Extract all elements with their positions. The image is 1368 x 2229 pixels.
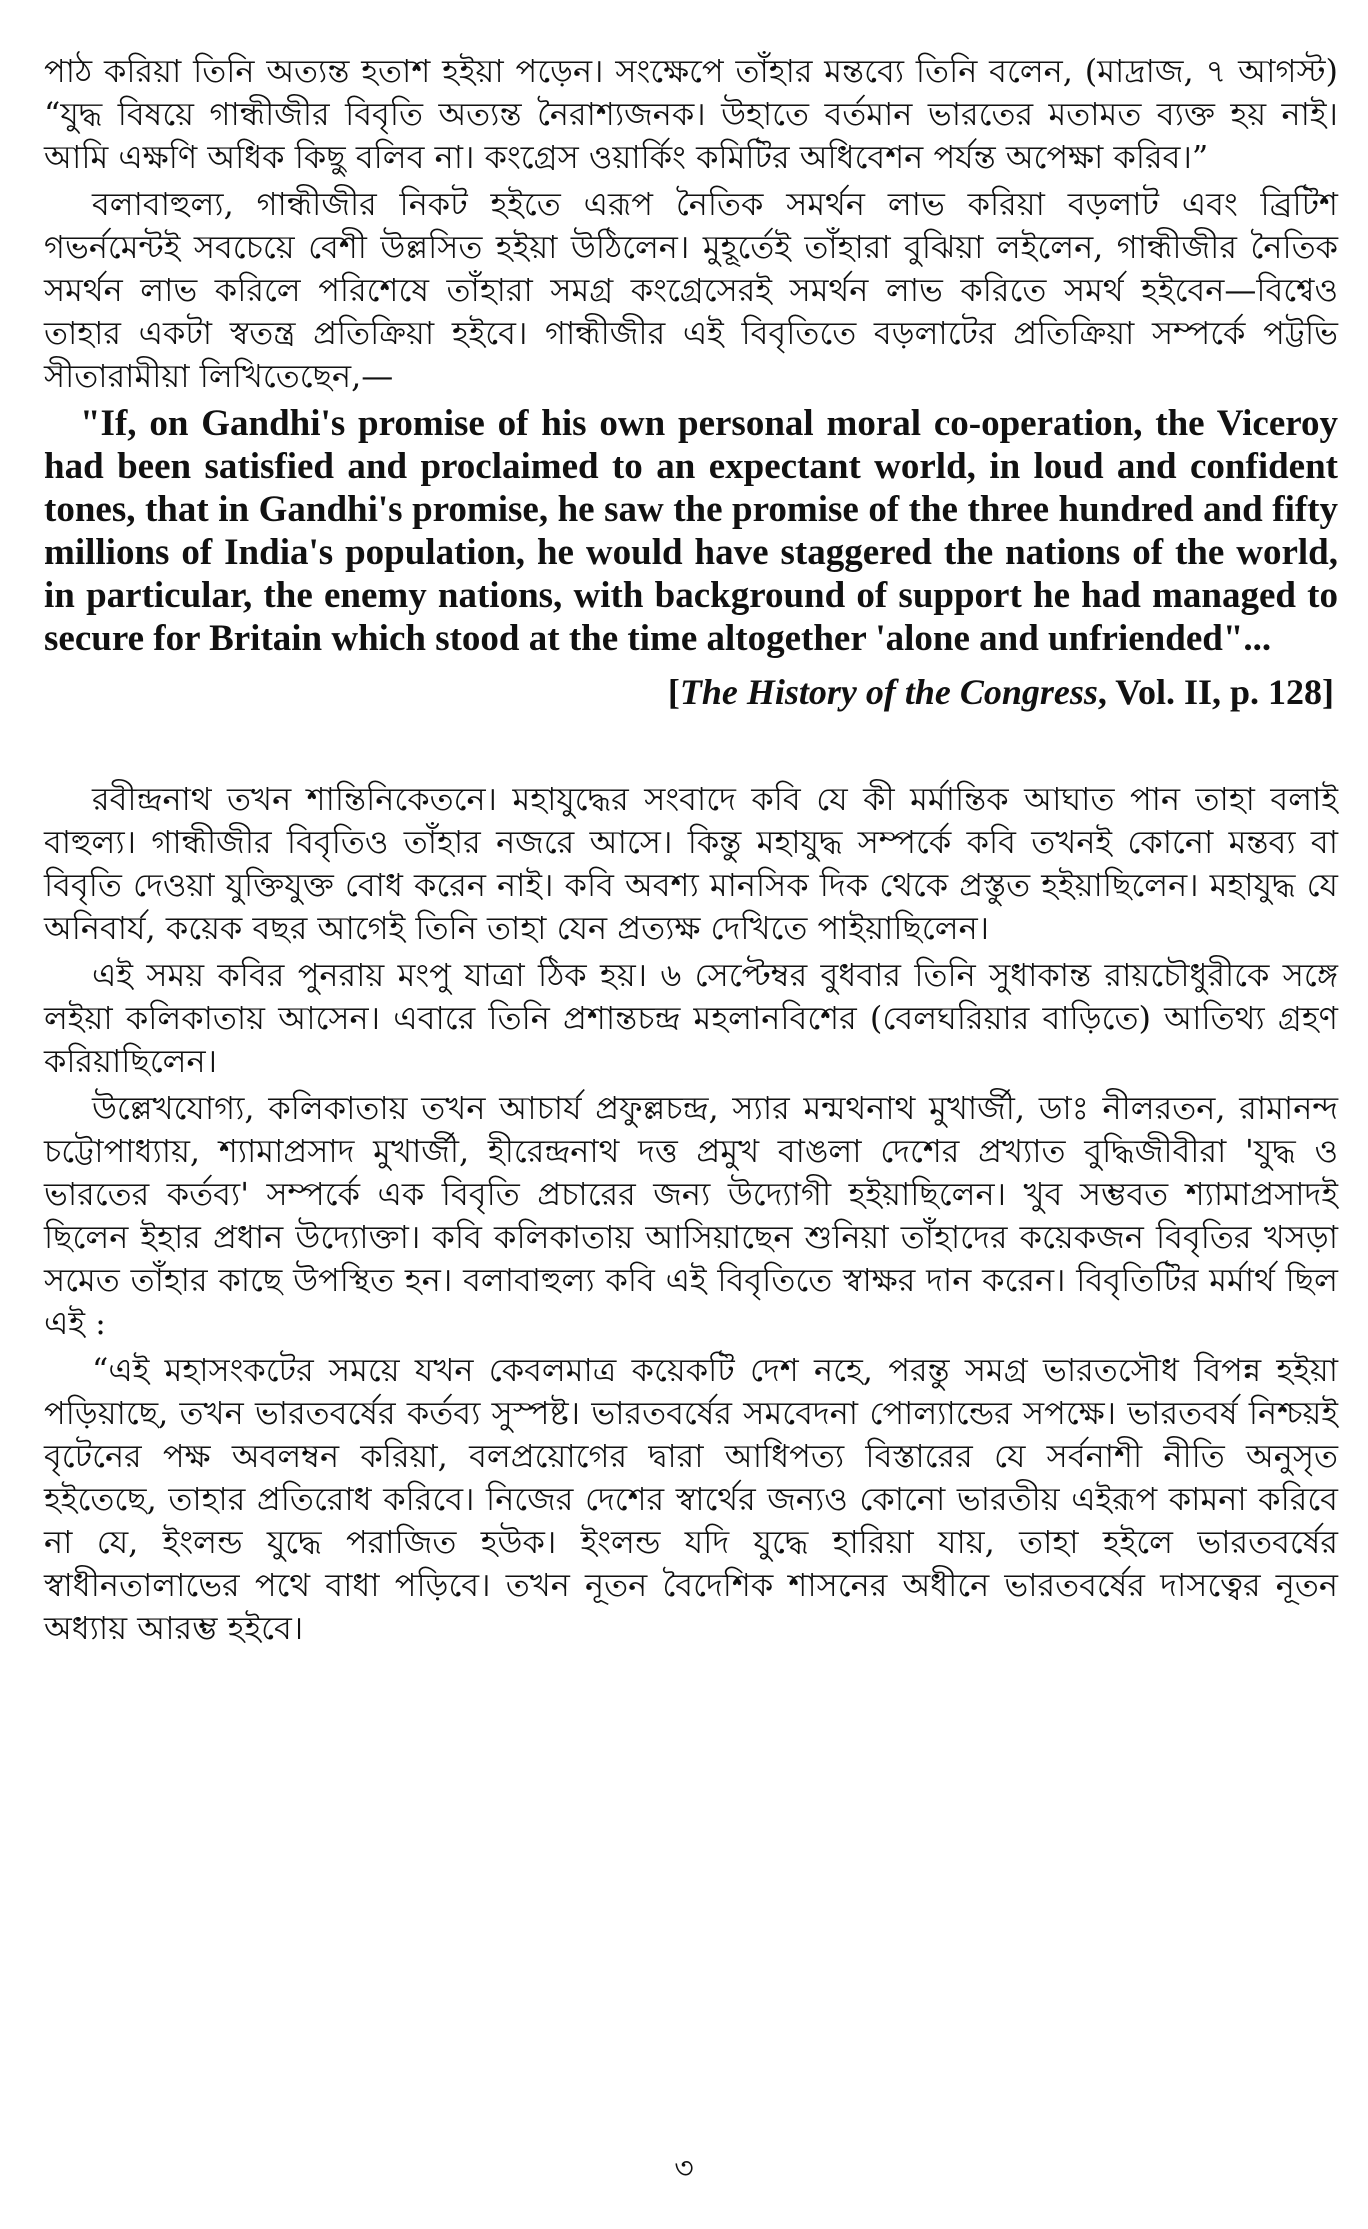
citation [44, 668, 1334, 716]
citation-open: [ [667, 672, 680, 712]
page-number: ৩ [674, 2151, 694, 2186]
paragraph-5: উল্লেখযোগ্য, কলিকাতায় তখন আচার্য প্রফুল্লচন্দ্র, স্যার মন্মথনাথ মুখার্জী, ডাঃ নীলরতন, রামানন্দ চট্টোপাধ্যায়, শ্যামাপ্রসাদ মুখার্জী, হীরেন্দ্রনাথ দত্ত প্রমুখ বাঙলা দেশের প্রখ্যাত বুদ্ধিজীবীরা 'যুদ্ধ ও ভারতের কর্তব্য' সম্পর্কে এক বিবৃতি প্রচারের জন্য উদ্যোগী হইয়াছিলেন। খুব সম্ভবত শ্যামাপ্রসাদই ছিলেন ইহার প্রধান উদ্যোক্তা। কবি কলিকাতায় আসিয়াছেন শুনিয়া তাঁহাদের কয়েকজন বিবৃতির খসড়া সমেত তাঁহার কাছে উপস্থিত হন। বলাবাহুল্য কবি এই বিবৃতিতে স্বাক্ষর দান করেন। বিবৃতিটির মর্মার্থ ছিল এই : [44, 1089, 1338, 1342]
citation-title: The History of the Congress [679, 672, 1098, 712]
paragraph-3: রবীন্দ্রনাথ তখন শান্তিনিকেতনে। মহাযুদ্ধের সংবাদে কবি যে কী মর্মান্তিক আঘাত পান তাহা বলাই বাহুল্য। গান্ধীজীর বিবৃতিও তাঁহার নজরে আসে। কিন্তু মহাযুদ্ধ সম্পর্কে কবি তখনই কোনো মন্তব্য বা বিবৃতি দেওয়া যুক্তিযুক্ত বোধ করেন নাই। কবি অবশ্য মানসিক দিক থেকে প্রস্তুত হইয়াছিলেন। মহাযুদ্ধ যে অনিবার্য, কয়েক বছর আগেই তিনি তাহা যেন প্রত্যক্ষ দেখিতে পাইয়াছিলেন। [44, 780, 1338, 947]
paragraph-1: পাঠ করিয়া তিনি অত্যন্ত হতাশ হইয়া পড়েন। সংক্ষেপে তাঁহার মন্তব্যে তিনি বলেন, (মাদ্রাজ, ৭ আগস্ট) “যুদ্ধ বিষয়ে গান্ধীজীর বিবৃতি অত্যন্ত নৈরাশ্যজনক। উহাতে বর্তমান ভারতের মতামত ব্যক্ত হয় নাই। আমি এক্ষণি অধিক কিছু বলিব না। কংগ্রেস ওয়ার্কিং কমিটির অধিবেশন পর্যন্ত অপেক্ষা করিব।” [44, 52, 1338, 176]
paragraph-6: “এই মহাসংকটের সময়ে যখন কেবলমাত্র কয়েকটি দেশ নহে, পরন্তু সমগ্র ভারতসৌধ বিপন্ন হইয়া পড়িয়াছে, তখন ভারতবর্ষের কর্তব্য সুস্পষ্ট। ভারতবর্ষের সমবেদনা পোল্যান্ডের সপক্ষে। ভারতবর্ষ নিশ্চয়ই বৃটেনের পক্ষ অবলম্বন করিয়া, বলপ্রয়োগের দ্বারা আধিপত্য বিস্তারের যে সর্বনাশী নীতি অনুসৃত হইতেছে, তাহার প্রতিরোধ করিবে। নিজের দেশের স্বার্থের জন্যও কোনো ভারতীয় এইরূপ কামনা করিবে না যে, ইংলন্ড যুদ্ধে পরাজিত হউক। ইংলন্ড যদি যুদ্ধে হারিয়া যায়, তাহা হইলে ভারতবর্ষের স্বাধীনতালাভের পথে বাধা পড়িবে। তখন নূতন বৈদেশিক শাসনের অধীনে ভারতবর্ষের দাসত্বের নূতন অধ্যায় আরম্ভ হইবে। [44, 1351, 1338, 1647]
section-gap [44, 716, 1338, 778]
paragraph-2: বলাবাহুল্য, গান্ধীজীর নিকট হইতে এরূপ নৈতিক সমর্থন লাভ করিয়া বড়লাট এবং ব্রিটিশ গভর্নমেন্টই সবচেয়ে বেশী উল্লসিত হইয়া উঠিলেন। মুহূর্তেই তাঁহারা বুঝিয়া লইলেন, গান্ধীজীর নৈতিক সমর্থন লাভ করিলে পরিশেষে তাঁহারা সমগ্র কংগ্রেসেরই সমর্থন লাভ করিতে সমর্থ হইবেন—বিশ্বেও তাহার একটা স্বতন্ত্র প্রতিক্রিয়া হইবে। গান্ধীজীর এই বিবৃতিতে বড়লাটের প্রতিক্রিয়া সম্পর্কে পট্টভি সীতারামীয়া লিখিতেছেন,— [44, 185, 1338, 395]
paragraph-4: এই সময় কবির পুনরায় মংপু যাত্রা ঠিক হয়। ৬ সেপ্টেম্বর বুধবার তিনি সুধাকান্ত রায়চৌধুরীকে সঙ্গে লইয়া কলিকাতায় আসেন। এবারে তিনি প্রশান্তচন্দ্র মহলানবিশের (বেলঘরিয়ার বাড়িতে) আতিথ্য গ্রহণ করিয়াছিলেন। [44, 956, 1338, 1080]
citation-rest: , Vol. II, p. 128] [1097, 672, 1334, 712]
english-quote: "If, on Gandhi's promise of his own personal moral co-operation, the Viceroy had been satisfied and proclaimed to an expectant world, in loud and confident tones, that in Gandhi's promise, he saw the promise of the three hundred and fifty millions of India's population, he would have staggered the nations of the world, in particular, the enemy nations, with background of support he had managed to secure for Britain which stood at the time altogether 'alone and unfriended"... [44, 403, 1338, 659]
